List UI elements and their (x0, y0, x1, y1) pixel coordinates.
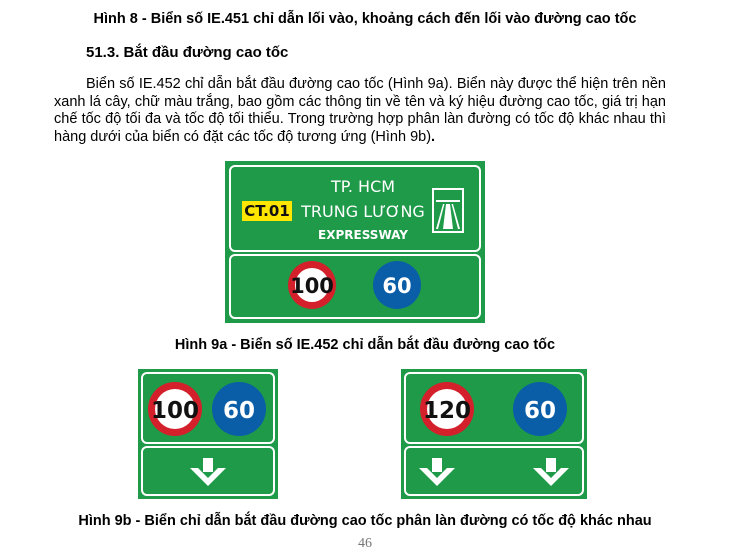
max-speed-sign (288, 261, 336, 309)
figure-9a-caption: Hình 9a - Biển số IE.452 chỉ dẫn bắt đầu đường cao tốc (174, 337, 556, 353)
min-speed-value: 60 (222, 398, 256, 424)
max-speed-value: 100 (290, 274, 334, 298)
route-code-text: CT.01 (244, 202, 290, 220)
max-speed-value: 120 (422, 398, 472, 424)
min-speed-sign (373, 261, 421, 309)
figure-9b-caption: Hình 9b - Biển chỉ dẫn bắt đầu đường cao tốc phân làn đường có tốc độ khác nhau (78, 513, 652, 529)
sign-place-text: TRUNG LƯƠNG (301, 202, 425, 221)
paragraph-text: Biển số IE.452 chỉ dẫn bắt đầu đường cao tốc (Hình 9a). Biển này được thể hiện trên nền xanh lá cây, chữ màu trắng, bao gồm các thông tin về tên và ký hiệu đường cao tốc, giá trị hạn chế tốc độ tối đa và tốc độ tối thiểu. Trong trường hợp phân làn đường có tốc độ khác nhau thì hàng dưới của biển có đặt các tốc độ tương ứng (Hình 9b) (54, 76, 666, 145)
min-speed-sign (212, 382, 266, 436)
min-speed-value: 60 (382, 274, 412, 298)
paragraph-end: . (431, 128, 436, 145)
sign-9b-right (401, 369, 587, 499)
max-speed-sign (420, 382, 474, 436)
max-speed-sign (148, 382, 202, 436)
section-paragraph (54, 76, 666, 146)
min-speed-sign (513, 382, 567, 436)
max-speed-value: 100 (150, 398, 200, 424)
sign-9b-left (138, 369, 278, 499)
section-heading: 51.3. Bắt đầu đường cao tốc (86, 44, 289, 61)
figure-8-caption: Hình 8 - Biển số IE.451 chỉ dẫn lối vào, khoảng cách đến lối vào đường cao tốc (93, 11, 637, 27)
min-speed-value: 60 (523, 398, 557, 424)
page-number: 46 (358, 536, 372, 551)
sign-ie452 (225, 161, 485, 323)
sign-type-text: EXPRESSWAY (318, 228, 408, 242)
sign-background (401, 369, 587, 499)
sign-city-text: TP. HCM (330, 177, 396, 196)
